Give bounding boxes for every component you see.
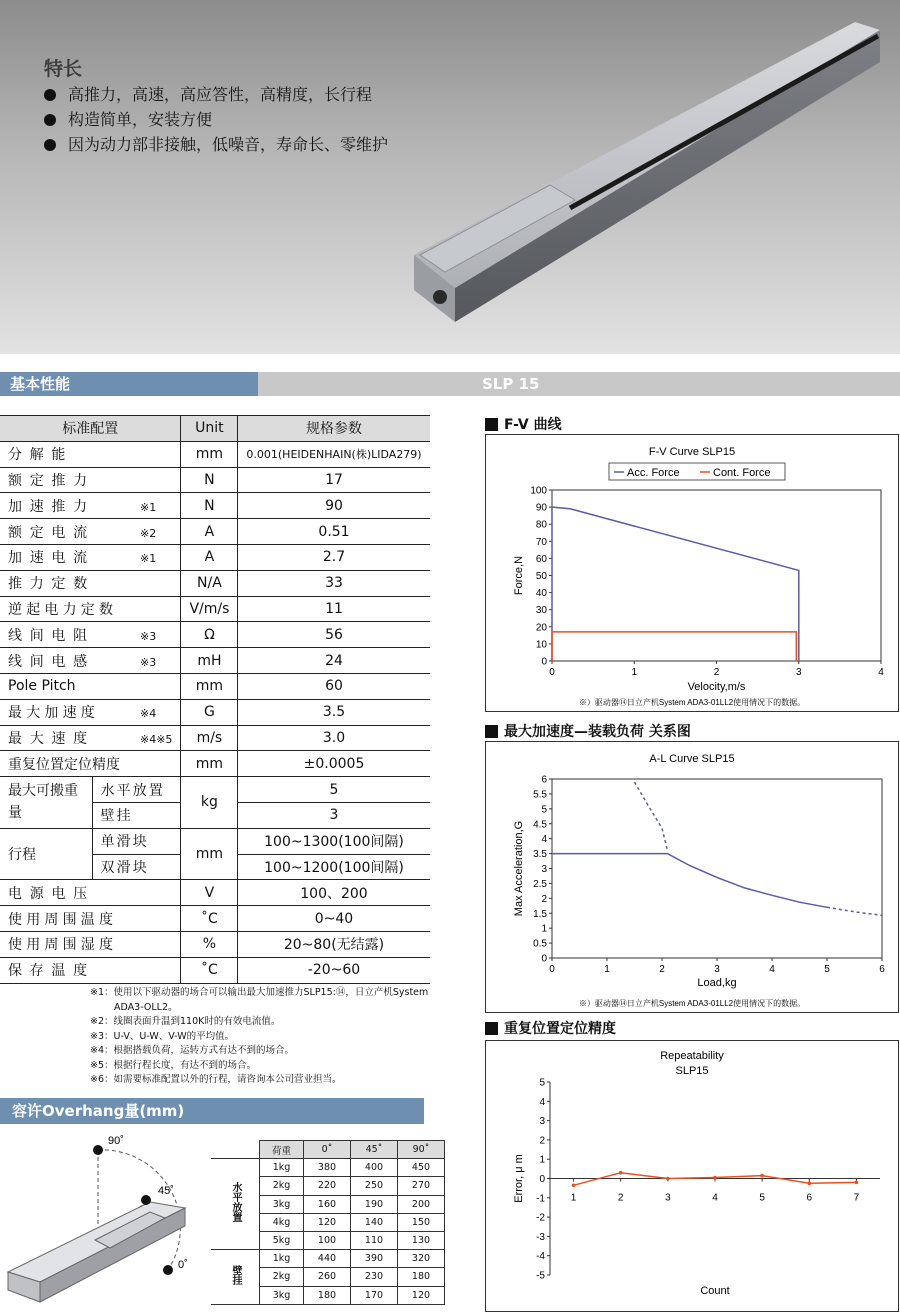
rep-chart bbox=[485, 1040, 899, 1312]
spec-name bbox=[0, 699, 181, 725]
spec-unit: Ω bbox=[181, 622, 238, 648]
bullet-icon bbox=[44, 114, 56, 126]
x-tick-label: 2 bbox=[659, 964, 665, 975]
y-tick-label: 100 bbox=[530, 485, 547, 497]
spec-body bbox=[0, 441, 430, 983]
x-tick-label: 3 bbox=[665, 1192, 671, 1204]
footnote: ※4：根据搭载负荷，运转方式有达不到的场合。 bbox=[90, 1045, 295, 1056]
data-point bbox=[666, 1177, 670, 1181]
overhang-load: 1kg bbox=[260, 1159, 304, 1177]
overhang-value: 450 bbox=[398, 1159, 445, 1177]
y-tick-label: 6 bbox=[541, 774, 547, 786]
spec-name-text: 线间电阻 bbox=[8, 627, 95, 644]
spec-row bbox=[0, 906, 430, 932]
spec-row bbox=[0, 751, 430, 777]
overhang-value: 390 bbox=[351, 1250, 398, 1268]
feature-list bbox=[44, 82, 388, 157]
overhang-value: 440 bbox=[304, 1250, 351, 1268]
x-tick-label: 6 bbox=[879, 964, 885, 975]
square-icon bbox=[485, 1022, 498, 1035]
overhang-load: 2kg bbox=[260, 1177, 304, 1195]
y-tick-label: 2 bbox=[541, 893, 547, 905]
y-tick-label: 50 bbox=[535, 571, 547, 582]
y-tick-label: 4.5 bbox=[533, 819, 547, 831]
spec-unit: ˚C bbox=[181, 957, 238, 983]
spec-unit: kg bbox=[181, 777, 238, 829]
overhang-value: 190 bbox=[351, 1195, 398, 1213]
spec-name-text: 重复位置定位精度 bbox=[8, 756, 120, 773]
overhang-load: 5kg bbox=[260, 1231, 304, 1249]
overhang-value: 180 bbox=[304, 1286, 351, 1304]
spec-name bbox=[0, 519, 181, 545]
spec-value: 3 bbox=[238, 802, 430, 828]
x-tick-label: 0 bbox=[549, 667, 555, 678]
footnote-mark: ※2 bbox=[140, 526, 157, 540]
spec-row bbox=[0, 880, 430, 906]
al-chart-svg bbox=[486, 742, 898, 1012]
y-tick-label: 3 bbox=[539, 1116, 545, 1128]
data-point bbox=[807, 1182, 811, 1186]
spec-unit: mm bbox=[181, 441, 238, 467]
series-line-0 bbox=[552, 507, 799, 661]
spec-value: 3.0 bbox=[238, 725, 430, 751]
spec-name-text: 使用周围湿度 bbox=[8, 937, 118, 954]
y-tick-label: 80 bbox=[535, 519, 547, 531]
header-unit: Unit bbox=[181, 416, 238, 442]
y-tick-label: 60 bbox=[535, 553, 547, 565]
spec-unit: N bbox=[181, 467, 238, 493]
spec-value: 3.5 bbox=[238, 699, 430, 725]
linear-motor-stage-image bbox=[400, 0, 900, 354]
overhang-value: 250 bbox=[351, 1177, 398, 1195]
spec-row bbox=[0, 931, 430, 957]
overhang-row bbox=[211, 1159, 445, 1177]
footnote: ※1：使用以下驱动器的场合可以输出最大加速推力SLP15:⑭，日立产机System ADA3-OLL2。 bbox=[90, 987, 429, 1013]
spec-row bbox=[0, 673, 430, 699]
spec-name-text: 逆起电力定数 bbox=[8, 601, 118, 618]
x-tick-label: 0 bbox=[549, 964, 555, 975]
overhang-header-45: 45˚ bbox=[351, 1141, 398, 1159]
overhang-value: 260 bbox=[304, 1268, 351, 1286]
section-banner bbox=[0, 372, 900, 396]
spec-group-name: 最大可搬重量 bbox=[0, 777, 92, 829]
spec-row bbox=[0, 648, 430, 674]
bullet-icon bbox=[44, 139, 56, 151]
overhang-group-label: 水平放置 bbox=[211, 1159, 260, 1250]
overhang-table bbox=[211, 1140, 445, 1305]
spec-value: 0~40 bbox=[238, 906, 430, 932]
spec-sub-label: 单滑块 bbox=[92, 828, 181, 854]
spec-unit: A bbox=[181, 544, 238, 570]
series-line-1 bbox=[552, 632, 796, 661]
x-tick-label: 4 bbox=[712, 1192, 718, 1204]
x-tick-label: 2 bbox=[617, 1192, 624, 1204]
chart-note: ※）驱动器⑭日立产机System ADA3-01LL2使用情况下的数据。 bbox=[578, 999, 806, 1008]
x-axis-label: Load,kg bbox=[697, 977, 737, 989]
overhang-value: 320 bbox=[398, 1250, 445, 1268]
overhang-row bbox=[211, 1250, 445, 1268]
footnote-mark: ※3 bbox=[140, 629, 157, 643]
spec-name bbox=[0, 957, 181, 983]
y-tick-label: 0 bbox=[541, 953, 547, 965]
spec-name-text: 使用周围温度 bbox=[8, 911, 118, 928]
legend-label: Cont. Force bbox=[713, 467, 771, 479]
spec-row bbox=[0, 570, 430, 596]
overhang-value: 160 bbox=[304, 1195, 351, 1213]
spec-row bbox=[0, 467, 430, 493]
data-point bbox=[760, 1174, 764, 1178]
overhang-value: 100 bbox=[304, 1231, 351, 1249]
y-tick-label: 1.5 bbox=[533, 908, 547, 920]
spec-row bbox=[0, 519, 430, 545]
x-axis-label: Velocity,m/s bbox=[687, 681, 746, 693]
hero-title: 特长 bbox=[44, 58, 83, 80]
footnote: ※5：根据行程长度，有达不到的场合。 bbox=[90, 1059, 257, 1071]
overhang-value: 170 bbox=[351, 1286, 398, 1304]
footnote-mark: ※3 bbox=[140, 655, 157, 669]
overhang-value: 180 bbox=[398, 1268, 445, 1286]
y-tick-label: 5 bbox=[539, 1077, 545, 1089]
feature-item: 高推力，高速，高应答性，高精度，长行程 bbox=[44, 82, 388, 107]
feature-item: 因为动力部非接触，低噪音，寿命长、零维护 bbox=[44, 132, 388, 157]
square-icon bbox=[485, 418, 498, 431]
y-axis-label: Error, μ m bbox=[513, 1154, 525, 1203]
series-line-2 bbox=[827, 907, 882, 915]
fv-chart bbox=[485, 434, 899, 712]
plot-frame bbox=[552, 779, 882, 958]
y-tick-label: 20 bbox=[535, 622, 547, 634]
spec-name-text: 电源电压 bbox=[8, 885, 95, 902]
overhang-load: 3kg bbox=[260, 1286, 304, 1304]
overhang-value: 140 bbox=[351, 1213, 398, 1231]
header-spec: 规格参数 bbox=[238, 416, 430, 442]
al-section-title: 最大加速度—装载负荷 关系图 bbox=[485, 721, 691, 741]
x-tick-label: 2 bbox=[713, 667, 720, 678]
data-point bbox=[713, 1176, 717, 1180]
overhang-load: 4kg bbox=[260, 1213, 304, 1231]
y-tick-label: 1 bbox=[539, 1154, 545, 1166]
spec-name bbox=[0, 493, 181, 519]
y-tick-label: -3 bbox=[536, 1231, 545, 1243]
spec-header-row bbox=[0, 416, 430, 442]
spec-unit: % bbox=[181, 931, 238, 957]
spec-name bbox=[0, 441, 181, 467]
spec-table bbox=[0, 415, 430, 984]
basic-performance-label: 基本性能 bbox=[0, 372, 258, 396]
point-90-icon bbox=[93, 1145, 103, 1155]
data-point bbox=[619, 1171, 623, 1175]
y-tick-label: -5 bbox=[536, 1270, 545, 1282]
x-tick-label: 4 bbox=[878, 667, 884, 678]
spec-value: -20~60 bbox=[238, 957, 430, 983]
spec-value: 11 bbox=[238, 596, 430, 622]
y-tick-label: 1 bbox=[541, 923, 547, 935]
footnote: ※6：如需要标准配置以外的行程，请咨询本公司营业担当。 bbox=[90, 1074, 342, 1085]
fv-section-title: F-V 曲线 bbox=[485, 414, 562, 434]
y-tick-label: 30 bbox=[535, 605, 547, 617]
angle-45-label: 45˚ bbox=[158, 1185, 174, 1197]
spec-name bbox=[0, 673, 181, 699]
spec-sub-label: 双滑块 bbox=[92, 854, 181, 880]
spec-name-text: 加速电流 bbox=[8, 550, 95, 567]
spec-value: 0.001(HEIDENHAIN(株)LIDA279) bbox=[238, 441, 430, 467]
y-tick-label: 5 bbox=[541, 804, 547, 816]
spec-row bbox=[0, 596, 430, 622]
spec-group-name: 行程 bbox=[0, 828, 92, 880]
spec-value: 90 bbox=[238, 493, 430, 519]
x-tick-label: 1 bbox=[631, 667, 638, 678]
spec-value: 0.51 bbox=[238, 519, 430, 545]
x-tick-label: 6 bbox=[806, 1192, 813, 1204]
spec-name-text: 保存温度 bbox=[8, 963, 95, 980]
x-tick-label: 7 bbox=[853, 1192, 860, 1204]
data-point bbox=[572, 1183, 576, 1187]
spec-unit: G bbox=[181, 699, 238, 725]
overhang-diagram bbox=[0, 1130, 205, 1310]
y-tick-label: 2 bbox=[539, 1135, 545, 1147]
spec-sub-label: 水平放置 bbox=[92, 777, 181, 803]
spec-unit: N/A bbox=[181, 570, 238, 596]
spec-name bbox=[0, 544, 181, 570]
y-tick-label: 2.5 bbox=[533, 878, 547, 890]
spec-name-text: 加速推力 bbox=[8, 498, 95, 515]
hero-banner bbox=[0, 0, 900, 354]
overhang-header-row bbox=[211, 1141, 445, 1159]
spec-row bbox=[0, 544, 430, 570]
x-tick-label: 3 bbox=[795, 667, 802, 678]
spec-row bbox=[0, 622, 430, 648]
y-tick-label: 4 bbox=[539, 1096, 545, 1108]
y-tick-label: 0 bbox=[541, 656, 547, 668]
footnotes bbox=[90, 986, 435, 1088]
overhang-group-label: 壁挂 bbox=[211, 1250, 260, 1305]
al-chart bbox=[485, 741, 899, 1013]
spec-unit: mm bbox=[181, 751, 238, 777]
overhang-value: 400 bbox=[351, 1159, 398, 1177]
spec-name-text: 推力定数 bbox=[8, 576, 95, 593]
y-tick-label: -2 bbox=[536, 1212, 545, 1224]
y-tick-label: 10 bbox=[535, 639, 547, 651]
legend-label: Acc. Force bbox=[627, 467, 680, 479]
spec-row bbox=[0, 493, 430, 519]
overhang-value: 230 bbox=[351, 1268, 398, 1286]
spec-value: 100、200 bbox=[238, 880, 430, 906]
overhang-value: 110 bbox=[351, 1231, 398, 1249]
spec-value: ±0.0005 bbox=[238, 751, 430, 777]
spec-row bbox=[0, 957, 430, 983]
spec-row bbox=[0, 777, 430, 803]
spec-name bbox=[0, 622, 181, 648]
overhang-header-0: 0˚ bbox=[304, 1141, 351, 1159]
spec-value: 33 bbox=[238, 570, 430, 596]
y-tick-label: -4 bbox=[536, 1251, 545, 1263]
spec-row bbox=[0, 725, 430, 751]
overhang-body bbox=[211, 1159, 445, 1305]
y-tick-label: -1 bbox=[536, 1193, 545, 1205]
y-axis-label: Max Acceleration,G bbox=[513, 820, 525, 917]
spec-row bbox=[0, 828, 430, 854]
overhang-value: 270 bbox=[398, 1177, 445, 1195]
overhang-value: 120 bbox=[304, 1213, 351, 1231]
x-tick-label: 1 bbox=[604, 964, 610, 975]
spec-unit: A bbox=[181, 519, 238, 545]
spec-name bbox=[0, 725, 181, 751]
spec-name bbox=[0, 467, 181, 493]
footnote-mark: ※1 bbox=[140, 500, 157, 514]
plot-frame bbox=[552, 490, 881, 661]
y-tick-label: 3.5 bbox=[533, 849, 547, 861]
overhang-value: 130 bbox=[398, 1231, 445, 1249]
spec-name-text: 线间电感 bbox=[8, 653, 95, 670]
overhang-title: 容许Overhang量(mm) bbox=[0, 1098, 424, 1124]
overhang-value: 220 bbox=[304, 1177, 351, 1195]
overhang-header-90: 90˚ bbox=[398, 1141, 445, 1159]
spec-unit: m/s bbox=[181, 725, 238, 751]
spec-name-text: 额定电流 bbox=[8, 524, 95, 541]
spec-value: 17 bbox=[238, 467, 430, 493]
spec-unit: ˚C bbox=[181, 906, 238, 932]
spec-name bbox=[0, 596, 181, 622]
y-tick-label: 70 bbox=[535, 536, 547, 548]
spec-unit: V/m/s bbox=[181, 596, 238, 622]
overhang-header-load: 荷重 bbox=[260, 1141, 304, 1159]
angle-90-label: 90˚ bbox=[108, 1135, 124, 1147]
overhang-value: 120 bbox=[398, 1286, 445, 1304]
bullet-icon bbox=[44, 89, 56, 101]
spec-row bbox=[0, 699, 430, 725]
spec-value: 56 bbox=[238, 622, 430, 648]
y-tick-label: 3 bbox=[541, 864, 547, 875]
y-tick-label: 5.5 bbox=[533, 789, 547, 801]
spec-value: 5 bbox=[238, 777, 430, 803]
y-tick-label: 4 bbox=[541, 834, 547, 846]
spec-value: 60 bbox=[238, 673, 430, 699]
spec-name-text: 最大加速度 bbox=[8, 705, 99, 722]
series-line-1 bbox=[635, 782, 668, 851]
chart-title: A-L Curve SLP15 bbox=[649, 753, 735, 765]
header-config: 标准配置 bbox=[0, 416, 181, 442]
rep-chart-svg bbox=[486, 1041, 898, 1311]
spec-name bbox=[0, 751, 181, 777]
spec-unit: mm bbox=[181, 673, 238, 699]
footnote-mark: ※4 bbox=[140, 707, 157, 721]
rep-section-title: 重复位置定位精度 bbox=[485, 1018, 616, 1038]
x-tick-label: 5 bbox=[759, 1192, 765, 1204]
fv-chart-svg bbox=[486, 435, 898, 711]
y-axis-label: Force,N bbox=[513, 555, 525, 596]
spec-unit: N bbox=[181, 493, 238, 519]
footnote: ※2：线圈表面升温到110K时的有效电流值。 bbox=[90, 1016, 281, 1027]
y-tick-label: 90 bbox=[535, 502, 547, 514]
spec-value: 20~80(无结露) bbox=[238, 931, 430, 957]
spec-name bbox=[0, 931, 181, 957]
y-tick-label: 0 bbox=[539, 1174, 545, 1185]
spec-name bbox=[0, 648, 181, 674]
model-label: SLP 15 bbox=[258, 372, 900, 396]
overhang-value: 380 bbox=[304, 1159, 351, 1177]
footnote-mark: ※4※5 bbox=[140, 732, 173, 746]
spec-unit: mm bbox=[181, 828, 238, 880]
overhang-value: 150 bbox=[398, 1213, 445, 1231]
feature-item: 构造简单，安装方便 bbox=[44, 107, 388, 132]
spec-sub-label: 壁挂 bbox=[92, 802, 181, 828]
spec-value: 2.7 bbox=[238, 544, 430, 570]
overhang-value: 200 bbox=[398, 1195, 445, 1213]
x-tick-label: 4 bbox=[769, 964, 775, 975]
overhang-load: 3kg bbox=[260, 1195, 304, 1213]
y-tick-label: 40 bbox=[535, 588, 547, 600]
square-icon bbox=[485, 725, 498, 738]
x-tick-label: 3 bbox=[714, 964, 720, 975]
spec-name-text: 最大速度 bbox=[8, 730, 95, 747]
data-point bbox=[855, 1181, 859, 1185]
spec-name bbox=[0, 906, 181, 932]
spec-name bbox=[0, 880, 181, 906]
chart-title: F-V Curve SLP15 bbox=[648, 446, 736, 458]
y-tick-label: 0.5 bbox=[533, 938, 547, 950]
x-tick-label: 5 bbox=[824, 964, 830, 975]
overhang-load: 2kg bbox=[260, 1268, 304, 1286]
spec-value: 100~1300(100间隔) bbox=[238, 828, 430, 854]
chart-legend bbox=[609, 463, 785, 480]
spec-name-text: Pole Pitch bbox=[8, 678, 76, 695]
footnote: ※3：U-V、U-W、V-W的平均值。 bbox=[90, 1030, 235, 1042]
spec-unit: mH bbox=[181, 648, 238, 674]
spec-value: 24 bbox=[238, 648, 430, 674]
footnote-mark: ※1 bbox=[140, 552, 157, 566]
overhang-load: 1kg bbox=[260, 1250, 304, 1268]
spec-row bbox=[0, 441, 430, 467]
x-axis-label: Count bbox=[700, 1285, 730, 1297]
series-line-0 bbox=[552, 854, 827, 908]
chart-subtitle: SLP15 bbox=[675, 1065, 709, 1077]
spec-value: 100~1200(100间隔) bbox=[238, 854, 430, 880]
angle-0-label: 0˚ bbox=[178, 1259, 188, 1271]
spec-name-text: 额定推力 bbox=[8, 472, 95, 489]
spec-unit: V bbox=[181, 880, 238, 906]
chart-note: ※）驱动器⑭日立产机System ADA3-01LL2使用情况下的数据。 bbox=[578, 698, 806, 707]
point-45-icon bbox=[141, 1195, 151, 1205]
point-0-icon bbox=[163, 1265, 173, 1275]
spec-name-text: 分解能 bbox=[8, 447, 74, 464]
x-tick-label: 1 bbox=[570, 1192, 577, 1204]
spec-name bbox=[0, 570, 181, 596]
chart-title: Repeatability bbox=[660, 1050, 724, 1062]
